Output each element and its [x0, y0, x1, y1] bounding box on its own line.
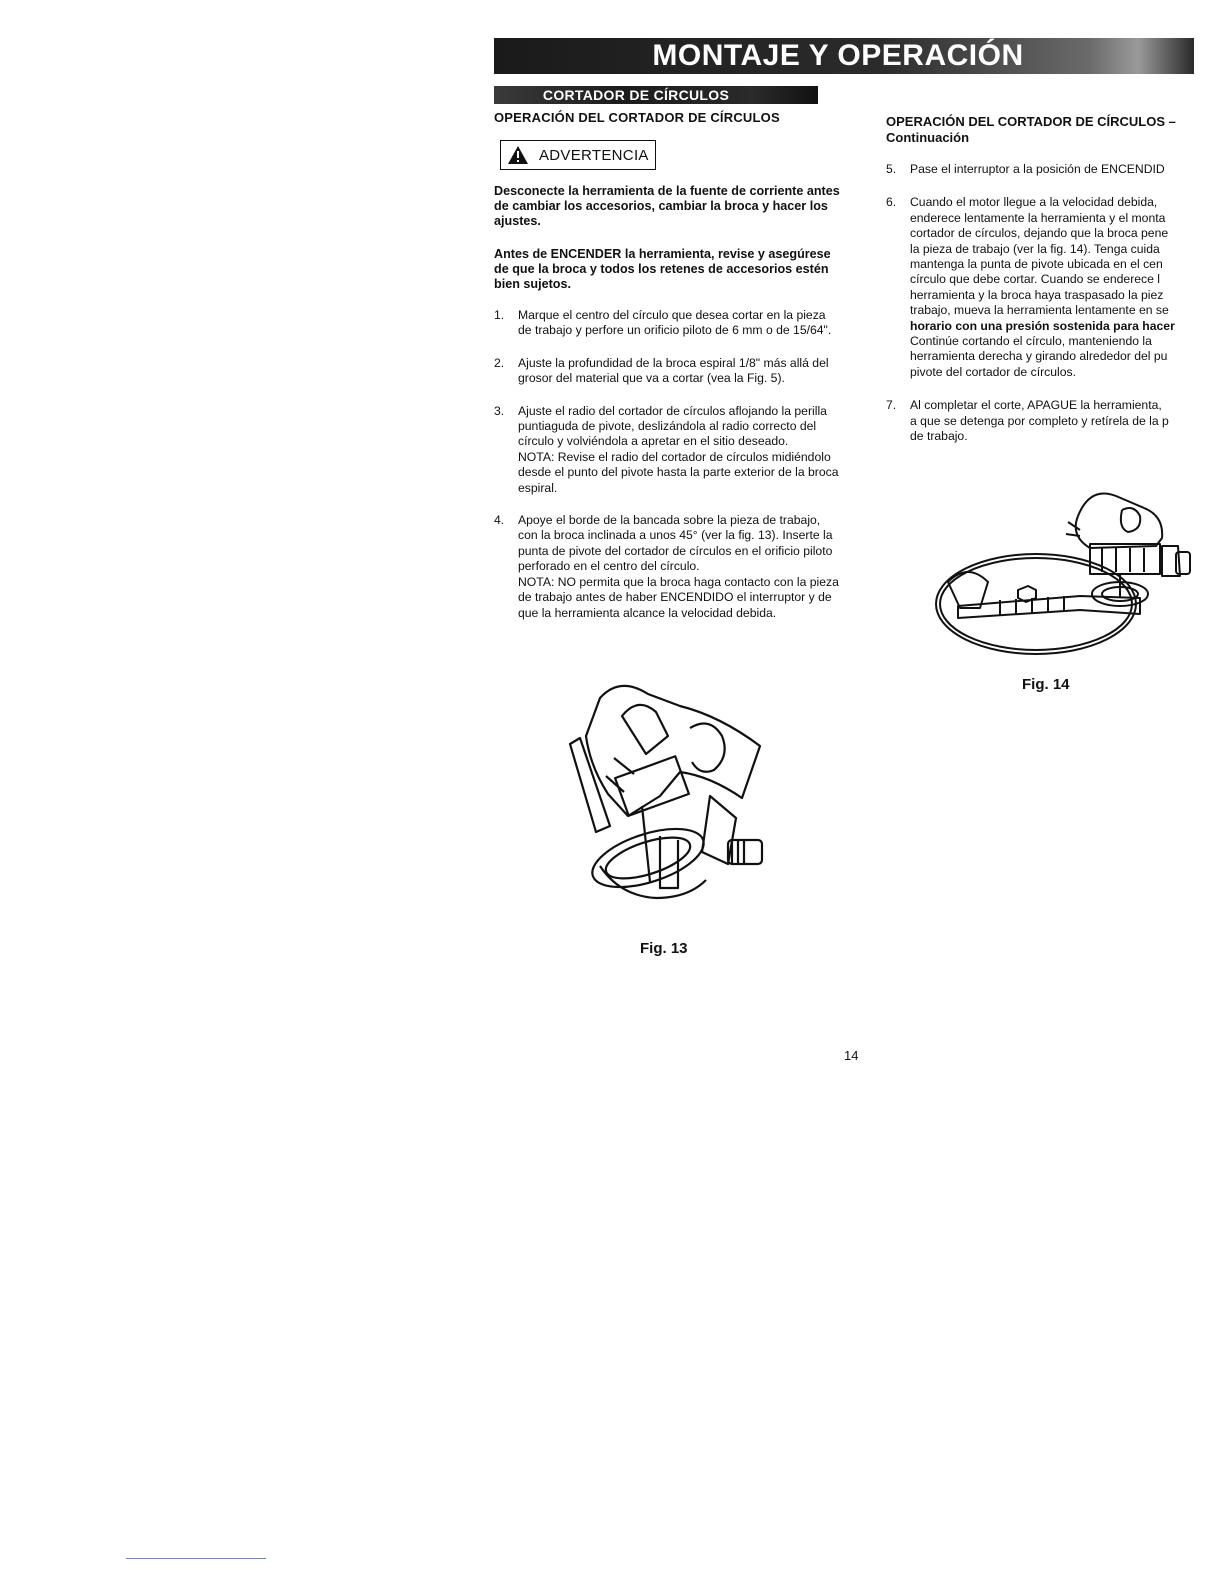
step-line: de trabajo.: [910, 429, 968, 444]
step-line: trabajo, mueva la herramienta lentamente en se: [910, 303, 1169, 318]
step-number: 5.: [886, 162, 897, 176]
step-line: círculo que debe cortar. Cuando se enderece l: [910, 272, 1161, 287]
section-bar: [494, 86, 818, 104]
step-line: enderece lentamente la herramienta y el monta: [910, 210, 1166, 225]
step-note: NOTA: Revise el radio del cortador de círculos midiéndolo desde el punto del pivote hasta la parte exterior de la broca espiral.: [518, 449, 839, 495]
right-heading: [886, 114, 1196, 146]
warning-box: [500, 140, 656, 170]
step-line: la pieza de trabajo (ver la fig. 14). Tenga cuida: [910, 241, 1160, 256]
right-column: [886, 114, 1196, 463]
step-number: 2.: [494, 355, 505, 370]
list-item: [494, 404, 840, 496]
step-line: Continúe cortando el círculo, manteniendo la: [910, 334, 1152, 349]
step-line: herramienta y la broca haya traspasado la piez: [910, 287, 1164, 302]
page-number: 14: [844, 1048, 859, 1063]
step-line: cortador de círculos, dejando que la broca pene: [910, 226, 1169, 241]
right-steps: [886, 162, 1196, 445]
step-number: 6.: [886, 195, 897, 210]
figure-caption: Fig. 13: [640, 940, 688, 957]
footer-rule: [126, 1558, 266, 1559]
step-text: Marque el centro del círculo que desea cortar en la pieza de trabajo y perfore un orificio piloto de 6 mm o de 15/64".: [518, 308, 832, 338]
list-item: [494, 356, 840, 387]
left-heading: OPERACIÓN DEL CORTADOR DE CÍRCULOS: [494, 110, 780, 125]
router-upright-illustration: [930, 486, 1200, 666]
step-number: 4.: [494, 513, 505, 528]
check-text: Antes de ENCENDER la herramienta, revise y asegúrese de que la broca y todos los retenes de accesorios estén bien sujetos.: [494, 247, 831, 291]
step-line: Pase el interruptor a la posición de ENCENDID: [910, 162, 1165, 176]
step-line: mantenga la punta de pivote ubicada en el cen: [910, 257, 1163, 272]
list-item: [494, 513, 840, 621]
warning-icon: [507, 145, 529, 165]
step-line: horario con una presión sostenida para hacer: [910, 318, 1175, 333]
list-item: [494, 308, 840, 339]
step-line: Al completar el corte, APAGUE la herramienta,: [910, 398, 1162, 413]
section-title: CORTADOR DE CÍRCULOS: [542, 87, 730, 103]
list-item: [886, 162, 1196, 177]
list-item: [886, 398, 1196, 444]
router-tilted-illustration: [560, 676, 790, 906]
list-item: [886, 195, 1196, 380]
right-heading-line: OPERACIÓN DEL CORTADOR DE CÍRCULOS –: [886, 114, 1176, 129]
step-line: a que se detenga por completo y retírela de la p: [910, 413, 1169, 428]
step-line: herramienta derecha y girando alrededor del pu: [910, 349, 1168, 364]
figure-caption: Fig. 14: [1022, 676, 1070, 693]
left-column: [494, 110, 840, 638]
step-line: Cuando el motor llegue a la velocidad debida,: [910, 195, 1158, 210]
step-note: NOTA: NO permita que la broca haga contacto con la pieza de trabajo antes de haber ENCENDIDO el interruptor y de que la herramienta alcance la velocidad debida.: [518, 574, 839, 620]
right-heading-line: Continuación: [886, 130, 970, 145]
step-text: Ajuste el radio del cortador de círculos aflojando la perilla puntiaguda de pivote, deslizándola al radio correcto del círculo y volviéndola a apretar en el sitio deseado.: [518, 403, 827, 449]
warning-label: ADVERTENCIA: [539, 146, 649, 164]
step-number: 1.: [494, 308, 505, 322]
step-text: Apoye el borde de la bancada sobre la pieza de trabajo, con la broca inclinada a unos 45° (ver la fig. 13). Inserte la punta de pivote del cortador de círculos en el orificio piloto perforado en el centro del círculo.: [518, 513, 833, 574]
page-title-banner: [494, 38, 1194, 74]
page-title: MONTAJE Y OPERACIÓN: [652, 39, 1024, 72]
step-number: 3.: [494, 403, 505, 418]
step-text: Ajuste la profundidad de la broca espiral 1/8" más allá del grosor del material que va a cortar (vea la Fig. 5).: [518, 355, 829, 386]
step-line: pivote del cortador de círculos.: [910, 364, 1076, 379]
left-steps: [494, 308, 840, 621]
step-number: 7.: [886, 398, 897, 413]
warning-text: Desconecte la herramienta de la fuente de corriente antes de cambiar los accesorios, cambiar la broca y hacer los ajustes.: [494, 184, 840, 228]
